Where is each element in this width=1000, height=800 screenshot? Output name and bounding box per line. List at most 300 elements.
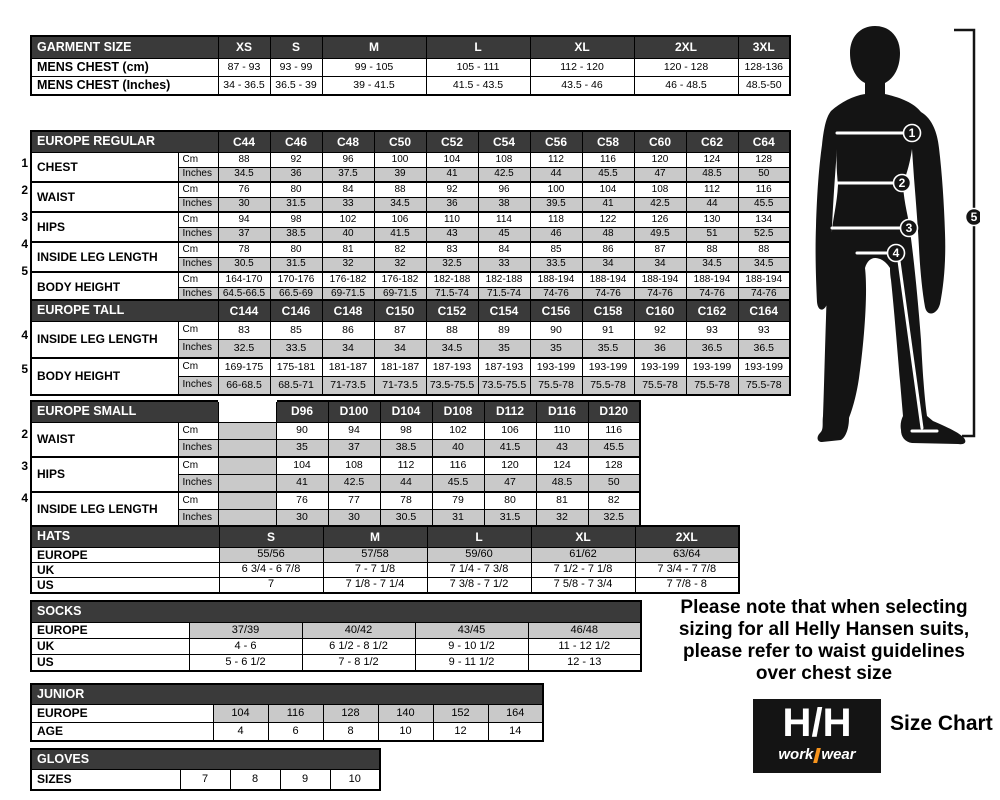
table-cell: 7 - 8 1/2 [302,655,415,672]
inside-leg-marker [888,245,905,262]
table-cell: 110 [536,423,588,440]
table-cell: 45.5 [738,197,790,212]
table-cell: 73.5-75.5 [478,377,530,396]
table-cell: 39.5 [530,197,582,212]
hats-table [30,525,740,594]
table-cell: 12 [433,723,488,742]
table-cell: 8 [230,770,280,791]
table-cell: 51 [686,227,738,242]
logo-word-right: wear [821,746,856,763]
unit-label: Inches [178,257,218,272]
column-header: C162 [686,300,738,322]
table-cell: 34.5 [686,257,738,272]
table-cell: 74-76 [686,287,738,302]
row-label: HIPS [31,457,178,492]
cm-row [31,272,790,287]
measure-number: 4 [21,491,28,505]
svg-text:1: 1 [908,126,916,140]
table-row [31,623,641,639]
table-cell: 4 - 6 [189,639,302,655]
table-cell: 75.5-78 [686,377,738,396]
table-cell: 35 [276,440,328,458]
table-cell: 99 - 105 [322,59,426,77]
row-label: UK [31,563,219,578]
table-cell: 128-136 [738,59,790,77]
table-cell: 92 [426,182,478,197]
table-cell: 32 [322,257,374,272]
table-cell: 9 [280,770,330,791]
column-header: D104 [380,401,432,423]
table-cell: 106 [374,212,426,227]
table-cell: 47 [634,167,686,182]
row-label: SIZES [31,770,180,791]
table-cell: 71.5-74 [478,287,530,302]
table-cell: 80 [270,182,322,197]
table-cell: 116 [582,153,634,168]
table-cell: 112 [380,457,432,475]
table-cell: 8 [323,723,378,742]
column-header: C44 [218,131,270,153]
table-cell: 43 [536,440,588,458]
table-cell: 93 [686,322,738,340]
column-header: C148 [322,300,374,322]
table-title: GARMENT SIZE [31,36,218,59]
table-cell: 92 [270,153,322,168]
row-label: EUROPE [31,548,219,563]
table-cell: 187-193 [426,358,478,377]
measure-number: 3 [21,459,28,473]
table-cell: 126 [634,212,686,227]
column-header: D100 [328,401,380,423]
table-cell: 81 [322,242,374,257]
table-cell: 41 [582,197,634,212]
table-cell: 7 5/8 - 7 3/4 [531,578,635,594]
table-cell: 66.5-69 [270,287,322,302]
size-chart-title: Size Chart [890,712,993,735]
body-height-bracket [954,30,974,436]
garment-size-table [30,35,791,96]
table-cell: 104 [213,705,268,723]
column-header: C58 [582,131,634,153]
column-header: L [426,36,530,59]
column-header: D96 [276,401,328,423]
table-cell: 89 [478,322,530,340]
measure-number: 4 [21,328,28,342]
table-cell: 77 [328,492,380,510]
table-cell: 7 [180,770,230,791]
table-cell: 48 [582,227,634,242]
table-cell: 88 [738,242,790,257]
table-cell: 50 [588,475,640,493]
table-cell: 114 [478,212,530,227]
socks-table [30,600,642,672]
table-cell: 43 [426,227,478,242]
table-cell: 87 - 93 [218,59,270,77]
table-cell: 31 [432,510,484,528]
table-cell: 48.5 [686,167,738,182]
table-cell: 88 [374,182,426,197]
table-cell: 181-187 [374,358,426,377]
table-cell: 37.5 [322,167,374,182]
table-header-row [31,401,640,423]
table-cell: 170-176 [270,272,322,287]
table-cell: 71.5-74 [426,287,478,302]
column-header: D112 [484,401,536,423]
table-cell: 32.5 [588,510,640,528]
table-header-row [31,684,543,705]
row-label: CHEST [31,153,178,183]
column-header: D116 [536,401,588,423]
unit-label: Cm [178,492,218,510]
spacer-cell [218,475,276,493]
table-cell: 86 [582,242,634,257]
table-cell: 94 [328,423,380,440]
table-cell: 104 [582,182,634,197]
table-cell: 75.5-78 [738,377,790,396]
cm-row [31,322,790,340]
table-cell: 108 [328,457,380,475]
table-cell: 32 [536,510,588,528]
table-cell: 182-188 [478,272,530,287]
table-cell: 41.5 - 43.5 [426,77,530,96]
table-cell: 78 [218,242,270,257]
table-cell: 83 [218,322,270,340]
table-cell: 164 [488,705,543,723]
cm-row [31,242,790,257]
table-cell: 112 [530,153,582,168]
unit-label: Cm [178,358,218,377]
unit-label: Cm [178,212,218,227]
europe-regular-table [16,130,791,303]
table-cell: 118 [530,212,582,227]
table-cell: 75.5-78 [582,377,634,396]
table-cell: 34.5 [218,167,270,182]
table-cell: 35.5 [582,340,634,359]
gloves-table [30,748,381,791]
table-cell: 120 [634,153,686,168]
table-cell: 84 [478,242,530,257]
svg-text:4: 4 [892,246,900,260]
table-cell: 36 [634,340,686,359]
table-cell: 42.5 [328,475,380,493]
table-cell: 112 [686,182,738,197]
table-cell: 34 [322,340,374,359]
table-cell: 68.5-71 [270,377,322,396]
table-title: GLOVES [31,749,380,770]
table-cell: 128 [588,457,640,475]
table-cell: 140 [378,705,433,723]
table-cell: 124 [536,457,588,475]
measure-number: 4 [21,236,28,251]
row-label: UK [31,639,189,655]
gloves-table [30,748,381,791]
table-cell: 44 [530,167,582,182]
table-cell: 59/60 [427,548,531,563]
column-header: L [427,526,531,548]
table-cell: 11 - 12 1/2 [528,639,641,655]
unit-label: Cm [178,457,218,475]
table-title: HATS [31,526,219,548]
table-cell: 41 [426,167,478,182]
table-cell: 40/42 [302,623,415,639]
europe-small-table [30,399,641,528]
hats-table [30,525,740,594]
table-title: EUROPE TALL [31,300,218,322]
table-title: JUNIOR [31,684,543,705]
table-cell: 10 [378,723,433,742]
table-cell: 90 [276,423,328,440]
table-row [31,59,790,77]
column-header: C50 [374,131,426,153]
table-row [31,77,790,96]
waist-marker [894,175,911,192]
table-cell: 130 [686,212,738,227]
note-line: sizing for all Helly Hansen suits, [678,619,970,640]
table-row [31,723,543,742]
table-header-row [31,601,641,623]
table-cell: 47 [484,475,536,493]
table-cell: 7 1/8 - 7 1/4 [323,578,427,594]
table-cell: 30 [276,510,328,528]
table-cell: 164-170 [218,272,270,287]
unit-label: Cm [178,242,218,257]
unit-label: Inches [178,227,218,242]
column-header: M [323,526,427,548]
table-cell: 12 - 13 [528,655,641,672]
table-cell: 36 [426,197,478,212]
table-cell: 116 [588,423,640,440]
table-cell: 73.5-75.5 [426,377,478,396]
table-cell: 43/45 [415,623,528,639]
column-header: 2XL [635,526,739,548]
column-header: S [219,526,323,548]
table-cell: 41.5 [374,227,426,242]
row-label: US [31,578,219,594]
table-cell: 7 1/4 - 7 3/8 [427,563,531,578]
column-header: C64 [738,131,790,153]
table-cell: 52.5 [738,227,790,242]
table-cell: 45 [478,227,530,242]
table-cell: 175-181 [270,358,322,377]
table-cell: 98 [380,423,432,440]
table-cell: 104 [276,457,328,475]
unit-label: Inches [178,197,218,212]
table-cell: 43.5 - 46 [530,77,634,96]
table-row [31,563,739,578]
table-cell: 120 [484,457,536,475]
table-cell: 57/58 [323,548,427,563]
table-cell: 76 [218,182,270,197]
column-header: C56 [530,131,582,153]
table-cell: 34.5 [426,340,478,359]
table-cell: 34 [374,340,426,359]
table-cell: 31.5 [270,257,322,272]
measure-number: 2 [21,182,28,197]
table-cell: 38.5 [270,227,322,242]
table-cell: 188-194 [686,272,738,287]
unit-label: Inches [178,287,218,302]
row-label: BODY HEIGHT [31,358,178,395]
unit-label: Inches [178,510,218,528]
column-header: C154 [478,300,530,322]
table-cell: 30 [328,510,380,528]
table-cell: 80 [270,242,322,257]
table-cell: 33.5 [270,340,322,359]
table-cell: 193-199 [582,358,634,377]
table-cell: 116 [268,705,323,723]
table-header-row [31,300,790,322]
table-cell: 108 [478,153,530,168]
table-cell: 122 [582,212,634,227]
table-cell: 48.5-50 [738,77,790,96]
table-cell: 98 [270,212,322,227]
column-header: C144 [218,300,270,322]
measure-number: 1 [21,155,28,170]
table-cell: 6 1/2 - 8 1/2 [302,639,415,655]
table-cell: 74-76 [530,287,582,302]
table-cell: 34.5 [738,257,790,272]
table-cell: 32.5 [426,257,478,272]
unit-label: Cm [178,182,218,197]
table-cell: 124 [686,153,738,168]
table-row [31,548,739,563]
row-label: AGE [31,723,213,742]
column-header: C150 [374,300,426,322]
table-cell: 74-76 [634,287,686,302]
table-cell: 37 [328,440,380,458]
row-label: HIPS [31,212,178,242]
logo-monogram [753,703,881,743]
table-cell: 88 [426,322,478,340]
table-title: EUROPE SMALL [31,401,218,423]
logo-letter: H [822,701,852,745]
table-cell: 94 [218,212,270,227]
table-cell: 93 [738,322,790,340]
column-header: C60 [634,131,686,153]
table-cell: 64.5-66.5 [218,287,270,302]
table-cell: 46 [530,227,582,242]
column-header: 3XL [738,36,790,59]
garment-size-table [30,35,791,96]
table-row [31,705,543,723]
table-cell: 188-194 [738,272,790,287]
column-header: C54 [478,131,530,153]
column-header: M [322,36,426,59]
table-cell: 96 [478,182,530,197]
table-cell: 102 [322,212,374,227]
table-cell: 128 [738,153,790,168]
measure-number: 5 [21,263,28,278]
column-header: D120 [588,401,640,423]
table-cell: 35 [530,340,582,359]
table-cell: 34 [634,257,686,272]
column-header: C48 [322,131,374,153]
table-header-row [31,131,790,153]
column-header: D108 [432,401,484,423]
table-header-row [31,36,790,59]
logo-slash: / [811,701,823,745]
table-title: SOCKS [31,601,641,623]
table-cell: 86 [322,322,374,340]
table-cell: 7 7/8 - 8 [635,578,739,594]
table-cell: 116 [738,182,790,197]
spacer-cell [218,440,276,458]
table-cell: 42.5 [478,167,530,182]
logo-wordmark [753,747,881,763]
table-cell: 44 [686,197,738,212]
table-cell: 176-182 [322,272,374,287]
column-header: C158 [582,300,634,322]
table-cell: 92 [634,322,686,340]
table-cell: 75.5-78 [634,377,686,396]
table-cell: 40 [432,440,484,458]
table-cell: 188-194 [582,272,634,287]
table-cell: 74-76 [738,287,790,302]
table-title: EUROPE REGULAR [31,131,218,153]
unit-label: Inches [178,475,218,493]
table-cell: 82 [374,242,426,257]
unit-label: Inches [178,440,218,458]
column-header: C62 [686,131,738,153]
table-cell: 63/64 [635,548,739,563]
row-label: WAIST [31,182,178,212]
table-cell: 7 3/4 - 7 7/8 [635,563,739,578]
socks-table [30,600,642,672]
row-label: INSIDE LEG LENGTH [31,322,178,359]
column-header: C146 [270,300,322,322]
table-cell: 46 - 48.5 [634,77,738,96]
unit-label: Inches [178,377,218,396]
table-cell: 36.5 [738,340,790,359]
table-cell: 55/56 [219,548,323,563]
cm-row [31,492,640,510]
table-cell: 81 [536,492,588,510]
table-cell: 39 - 41.5 [322,77,426,96]
table-cell: 82 [588,492,640,510]
table-cell: 128 [323,705,378,723]
table-row [31,655,641,672]
table-cell: 32 [374,257,426,272]
unit-label: Cm [178,272,218,287]
table-cell: 32.5 [218,340,270,359]
table-cell: 193-199 [530,358,582,377]
body-measurement-figure [815,18,980,473]
note-line: Please note that when selecting [680,597,968,618]
table-cell: 88 [218,153,270,168]
table-cell: 80 [484,492,536,510]
table-cell: 87 [634,242,686,257]
header-gap [218,401,276,423]
hips-marker [901,220,918,237]
table-cell: 45.5 [588,440,640,458]
table-cell: 108 [634,182,686,197]
row-label: MENS CHEST (Inches) [31,77,218,96]
table-cell: 106 [484,423,536,440]
table-cell: 36.5 - 39 [270,77,322,96]
sizing-note [644,597,1000,685]
measure-number: 5 [21,362,28,376]
row-label: EUROPE [31,705,213,723]
table-cell: 188-194 [634,272,686,287]
cm-row [31,212,790,227]
row-label: INSIDE LEG LENGTH [31,492,178,527]
table-cell: 93 - 99 [270,59,322,77]
table-cell: 87 [374,322,426,340]
table-cell: 33.5 [530,257,582,272]
table-cell: 187-193 [478,358,530,377]
table-cell: 116 [432,457,484,475]
table-cell: 193-199 [738,358,790,377]
